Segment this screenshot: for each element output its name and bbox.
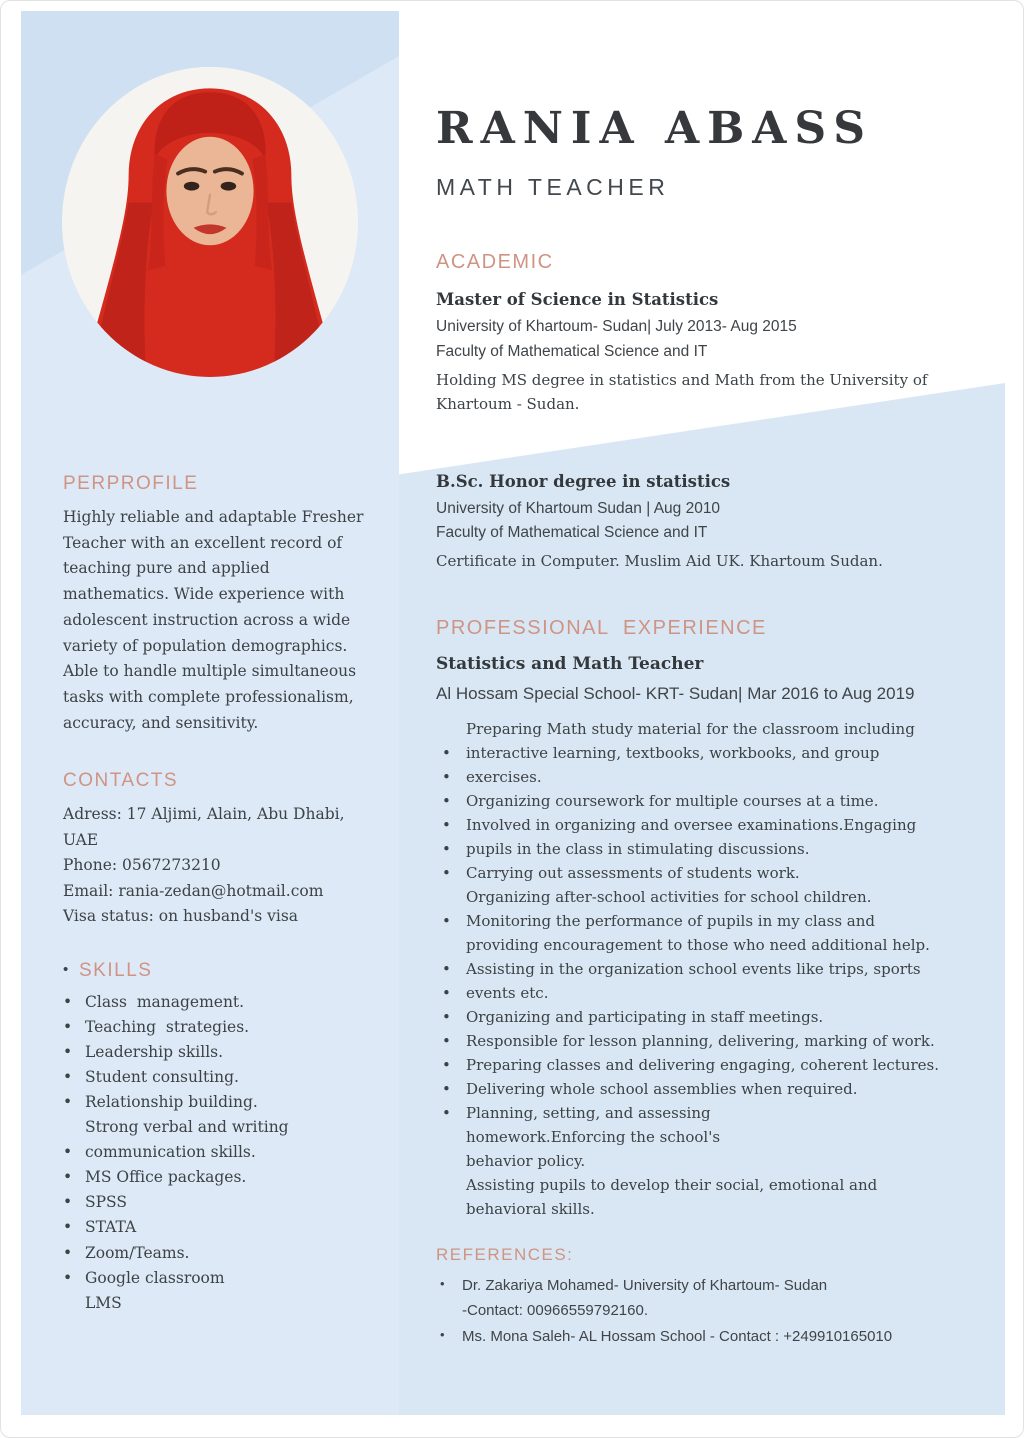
- profile-heading: PERPROFILE: [63, 473, 199, 494]
- experience-duty-text: interactive learning, textbooks, workbooks, and group: [466, 743, 880, 762]
- experience-duty: [442, 1101, 1002, 1125]
- experience-duty: [442, 741, 1002, 765]
- experience-duty-text: Organizing and participating in staff meetings.: [466, 1007, 824, 1026]
- bullet-glyph: •: [442, 839, 451, 858]
- profile-section: [21, 473, 399, 736]
- contact-line: Visa status: on husband's visa: [63, 907, 299, 926]
- bullet-glyph: •: [442, 1079, 451, 1098]
- experience-duty-text: Assisting pupils to develop their social, emotional and: [466, 1175, 878, 1194]
- bullet-glyph: •: [442, 791, 451, 810]
- experience-duty-text: Preparing Math study material for the classroom including: [466, 719, 915, 738]
- contact-line: Email: rania-zedan@hotmail.com: [63, 881, 324, 900]
- skill-item-text: SPSS: [85, 1193, 128, 1212]
- bullet-glyph: [442, 1125, 466, 1149]
- skill-item: [63, 1266, 367, 1291]
- experience-duty: [442, 1125, 1002, 1149]
- bullet-glyph: [442, 1149, 466, 1173]
- experience-duty: [442, 1053, 1002, 1077]
- bullet-glyph: •: [440, 1326, 445, 1342]
- experience-duty: [442, 981, 1002, 1005]
- bullet-glyph: •: [442, 815, 451, 834]
- bullet-glyph: [442, 1173, 466, 1197]
- skill-item: [63, 1015, 367, 1040]
- bullet-glyph: •: [442, 983, 451, 1002]
- academic-heading: ACADEMIC: [436, 251, 554, 273]
- skill-item-text: MS Office packages.: [85, 1168, 247, 1187]
- degree-faculty: Faculty of Mathematical Science and IT: [436, 342, 708, 360]
- experience-duty: [442, 1077, 1002, 1101]
- education-entry-bsc: [436, 472, 1002, 574]
- bullet-glyph: [63, 1115, 85, 1140]
- skill-item-text: Zoom/Teams.: [85, 1243, 190, 1262]
- bullet-glyph: [442, 885, 466, 909]
- degree-title: B.Sc. Honor degree in statistics: [436, 471, 731, 491]
- contact-line: Phone: 0567273210: [63, 856, 221, 875]
- degree-faculty: Faculty of Mathematical Science and IT: [436, 524, 708, 542]
- reference-item: [440, 1324, 1002, 1350]
- stray-bullet: •: [63, 960, 70, 978]
- skill-item-text: Class management.: [85, 992, 245, 1011]
- job-title: Statistics and Math Teacher: [436, 654, 704, 675]
- experience-duty: [442, 717, 1002, 741]
- bullet-glyph: [63, 1291, 85, 1316]
- skills-heading: [63, 960, 367, 982]
- reference-item: [440, 1273, 1002, 1299]
- experience-duty-text: Responsible for lesson planning, delivering, marking of work.: [466, 1031, 935, 1050]
- experience-duty-text: Carrying out assessments of students work.: [466, 863, 800, 882]
- bullet-glyph: •: [63, 1243, 73, 1262]
- skill-item: [63, 1090, 367, 1115]
- bullet-glyph: [442, 933, 466, 957]
- profile-photo: [62, 67, 358, 377]
- reference-item: [440, 1298, 1002, 1324]
- experience-duty: [442, 861, 1002, 885]
- skill-item: [63, 1215, 367, 1240]
- bullet-glyph: •: [442, 767, 451, 786]
- experience-duty-text: behavioral skills.: [466, 1199, 595, 1218]
- education-entry-masters: [436, 290, 1002, 416]
- bullet-glyph: •: [442, 1007, 451, 1026]
- reference-item-text: Dr. Zakariya Mohamed- University of Khartoum- Sudan: [462, 1276, 828, 1294]
- experience-duty: [442, 885, 1002, 909]
- skill-item: [63, 1165, 367, 1190]
- job-company: Al Hossam Special School- KRT- Sudan| Mar 2016 to Aug 2019: [436, 684, 915, 704]
- skill-item-text: LMS: [85, 1293, 122, 1312]
- experience-duty: [442, 813, 1002, 837]
- bullet-glyph: •: [63, 1067, 73, 1086]
- experience-duty-text: Delivering whole school assemblies when required.: [466, 1079, 858, 1098]
- profile-text: Highly reliable and adaptable Fresher Teacher with an excellent record of teaching pure and applied mathematics. Wide experience with adolescent instruction across a wide variety of population demographics. Able to handle multiple simultaneous tasks with complete professionalism, accuracy, and sensitivity.: [63, 508, 364, 732]
- experience-duty-text: Monitoring the performance of pupils in my class and: [466, 911, 875, 930]
- degree-title: Master of Science in Statistics: [436, 290, 719, 309]
- contacts-section: [21, 770, 399, 929]
- experience-heading: PROFESSIONAL EXPERIENCE: [436, 617, 767, 640]
- skill-item: [63, 1241, 367, 1266]
- bullet-glyph: •: [442, 863, 451, 882]
- experience-duty-text: pupils in the class in stimulating discussions.: [466, 839, 810, 858]
- degree-note: Holding MS degree in statistics and Math from the University of Khartoum - Sudan.: [436, 370, 928, 413]
- experience-duty: [442, 789, 1002, 813]
- skill-item: [63, 990, 367, 1015]
- experience-duty: [442, 957, 1002, 981]
- skill-item-text: communication skills.: [85, 1143, 256, 1162]
- bullet-glyph: •: [442, 743, 451, 762]
- bullet-glyph: •: [63, 1168, 73, 1187]
- experience-duty-text: homework.Enforcing the school's: [466, 1127, 721, 1146]
- experience-duty: [442, 1173, 1002, 1197]
- degree-institution: University of Khartoum- Sudan| July 2013- Aug 2015: [436, 318, 797, 335]
- bullet-glyph: •: [440, 1275, 445, 1291]
- contacts-heading: CONTACTS: [63, 770, 179, 792]
- profile-photo-illustration: [62, 67, 358, 377]
- experience-duty-text: Organizing coursework for multiple courses at a time.: [466, 791, 879, 810]
- person-job-title: MATH TEACHER: [436, 174, 670, 200]
- experience-duty: [442, 1149, 1002, 1173]
- bullet-glyph: •: [442, 1031, 451, 1050]
- references-list: [440, 1273, 1002, 1350]
- bullet-glyph: •: [442, 1055, 451, 1074]
- skill-item: [63, 1065, 367, 1090]
- reference-item-text: Ms. Mona Saleh- AL Hossam School - Contact : +249910165010: [462, 1327, 893, 1345]
- bullet-glyph: •: [442, 911, 451, 930]
- bullet-glyph: •: [63, 992, 73, 1011]
- degree-institution: University of Khartoum Sudan | Aug 2010: [436, 499, 721, 517]
- bullet-glyph: [442, 717, 466, 741]
- bullet-glyph: •: [442, 959, 451, 978]
- experience-duty-text: Involved in organizing and oversee examinations.Engaging: [466, 815, 917, 834]
- bullet-glyph: [440, 1298, 462, 1324]
- references-heading: REFERENCES:: [436, 1244, 574, 1264]
- reference-item-text: -Contact: 00966559792160.: [462, 1302, 648, 1320]
- degree-note: Certificate in Computer. Muslim Aid UK. Khartoum Sudan.: [436, 552, 883, 571]
- skill-item: [63, 1140, 367, 1165]
- experience-duty-text: exercises.: [466, 767, 542, 786]
- skills-list: [63, 990, 367, 1316]
- experience-duty: [442, 933, 1002, 957]
- bullet-glyph: •: [63, 1042, 73, 1061]
- experience-duty-text: providing encouragement to those who need additional help.: [466, 935, 930, 954]
- skill-item-text: Strong verbal and writing: [85, 1118, 289, 1137]
- experience-duty: [442, 1029, 1002, 1053]
- bullet-glyph: •: [63, 1193, 73, 1212]
- experience-duty: [442, 909, 1002, 933]
- skills-section: [21, 960, 399, 1316]
- bullet-glyph: •: [63, 1218, 73, 1237]
- experience-duty: [442, 837, 1002, 861]
- experience-duty-text: behavior policy.: [466, 1151, 586, 1170]
- experience-duties-list: [442, 717, 1002, 1221]
- experience-duty-text: events etc.: [466, 983, 549, 1002]
- skill-item-text: Leadership skills.: [85, 1042, 224, 1061]
- experience-duty-text: Organizing after-school activities for school children.: [466, 887, 872, 906]
- bullet-glyph: •: [442, 1103, 451, 1122]
- sidebar: [21, 11, 399, 1316]
- skill-item: [63, 1115, 367, 1140]
- experience-duty-text: Assisting in the organization school events like trips, sports: [466, 959, 921, 978]
- contact-lines: [63, 802, 367, 929]
- bullet-glyph: •: [63, 1017, 73, 1036]
- skill-item: [63, 1040, 367, 1065]
- main-column: [436, 11, 1002, 1349]
- person-name: RANIA ABASS: [436, 103, 874, 154]
- experience-duty: [442, 1197, 1002, 1221]
- contact-line: Adress: 17 Aljimi, Alain, Abu Dhabi, UAE: [63, 805, 345, 849]
- bullet-glyph: •: [63, 1092, 73, 1111]
- skill-item: [63, 1291, 367, 1316]
- skills-heading-label: SKILLS: [79, 959, 153, 981]
- skill-item-text: Google classroom: [85, 1268, 225, 1287]
- bullet-glyph: •: [63, 1143, 73, 1162]
- experience-duty-text: Preparing classes and delivering engaging, coherent lectures.: [466, 1055, 939, 1074]
- experience-duty-text: Planning, setting, and assessing: [466, 1103, 711, 1122]
- experience-duty: [442, 1005, 1002, 1029]
- skill-item-text: Student consulting.: [85, 1067, 239, 1086]
- bullet-glyph: •: [63, 1268, 73, 1287]
- skill-item-text: STATA: [85, 1218, 137, 1237]
- skill-item: [63, 1190, 367, 1215]
- skill-item-text: Teaching strategies.: [85, 1017, 250, 1036]
- bullet-glyph: [442, 1197, 466, 1221]
- experience-duty: [442, 765, 1002, 789]
- skill-item-text: Relationship building.: [85, 1092, 258, 1111]
